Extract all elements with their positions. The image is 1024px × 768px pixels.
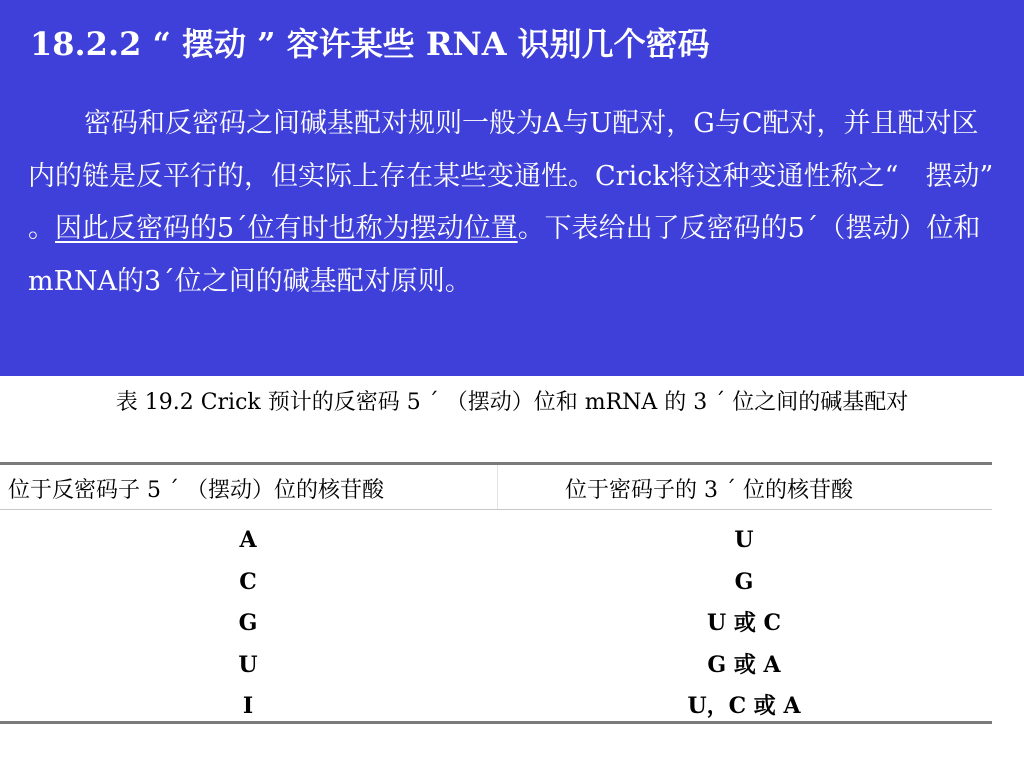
anticodon-cell: C [239,568,257,595]
anticodon-cell: I [242,693,254,719]
anticodon-cell: G [238,610,258,636]
codon-cell: G [734,568,754,595]
anticodon-cell: U [238,651,258,678]
anticodon-cell: A [239,527,257,553]
table-bottom-rule [0,721,992,724]
paragraph-text-2: 。下表给出了反密码的5´（摆动）位和mRNA的3´位之间的碱基配对原则。 [28,213,981,297]
intro-paragraph [28,98,996,308]
codon-cell: U 或 C [706,610,781,636]
table-caption: 表 19.2 Crick 预计的反密码 5 ´ （摆动）位和 mRNA 的 3 ´ 位之间的碱基配对 [115,390,909,415]
table-header-rule [0,509,992,510]
table-top-rule [0,462,992,465]
codon-cell: U，C 或 A [687,693,801,719]
codon-cell: G 或 A [707,651,781,678]
codon-cell: U [734,527,754,553]
slide-header [0,0,1024,376]
table-header-codon: 位于密码子的 3 ´ 位的核苷酸 [565,478,853,503]
paragraph-underlined-text: 因此反密码的5´位有时也称为摆动位置 [55,213,518,244]
codon-column [644,520,844,728]
anticodon-column [198,520,298,728]
header-column-separator [497,465,498,509]
slide-title: 18.2.2 “ 摆动 ” 容许某些 RNA 识别几个密码 [30,25,710,63]
paragraph-text-1: 密码和反密码之间碱基配对规则一般为A与U配对，G与C配对，并且配对区内的链是反平行的，但实际上存在某些变通性。Crick将这种变通性称之“ 摆动” 。 [28,108,994,244]
table-header-anticodon: 位于反密码子 5 ´ （摆动）位的核苷酸 [8,478,384,503]
